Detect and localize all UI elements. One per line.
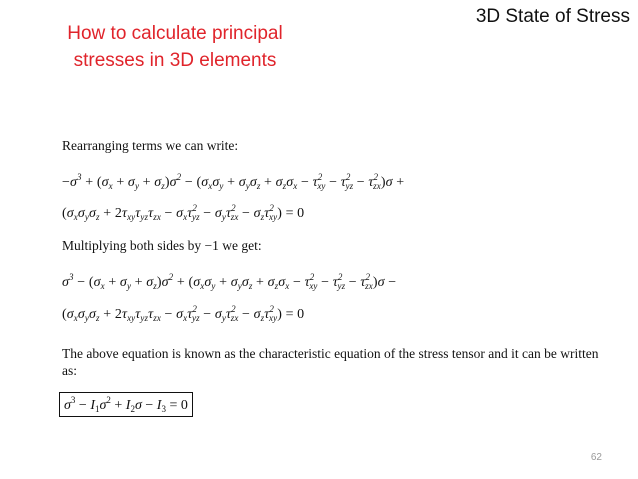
page-number: 62 <box>590 452 602 463</box>
slide-title: How to calculate principal stresses in 3D elements <box>67 23 283 71</box>
equation-line-3: $\sigma^3 - (\sigma_x + \sigma_y + \sigma_z)\sigma^2 + (\sigma_x\sigma_y + \sigma_y\sigma_z + \sigma_z\sigma_x - \tau^2_{xy} - \tau^2_{yz} - \tau^2_{zx})\sigma$ − <box>62 272 397 291</box>
equation-line-4: $(\sigma_x\sigma_y\sigma_z + 2\tau_{xy}\tau_{yz}\tau_{zx} - \sigma_x\tau^2_{yz} - \sigma_y\tau^2_{zx} - \sigma_z\tau^2_{xy}) = 0$ <box>62 304 305 323</box>
characteristic-equation: $\sigma^3 - I_1\sigma^2 + I_2\sigma - I_3 = 0$ <box>59 392 193 417</box>
intro-text: Rearranging terms we can write: <box>62 138 239 153</box>
equation-line-1: $-\sigma^3 + (\sigma_x + \sigma_y + \sigma_z)\sigma^2 - (\sigma_x\sigma_y + \sigma_y\sigma_z + \sigma_z\sigma_x - \tau^2_{xy} - \tau^2_{yz} - \tau^2_{zx})\sigma$ + <box>62 172 405 191</box>
conclusion-text: The above equation is known as the characteristic equation of the stress tensor and it can be written as: <box>62 346 599 378</box>
multiply-text: Multiplying both sides by −1 we get: <box>62 238 262 253</box>
equation-line-2: $(\sigma_x\sigma_y\sigma_z + 2\tau_{xy}\tau_{yz}\tau_{zx} - \sigma_x\tau^2_{yz} - \sigma_y\tau^2_{zx} - \sigma_z\tau^2_{xy}) = 0$ <box>62 203 305 222</box>
section-label: 3D State of Stress <box>475 6 630 27</box>
